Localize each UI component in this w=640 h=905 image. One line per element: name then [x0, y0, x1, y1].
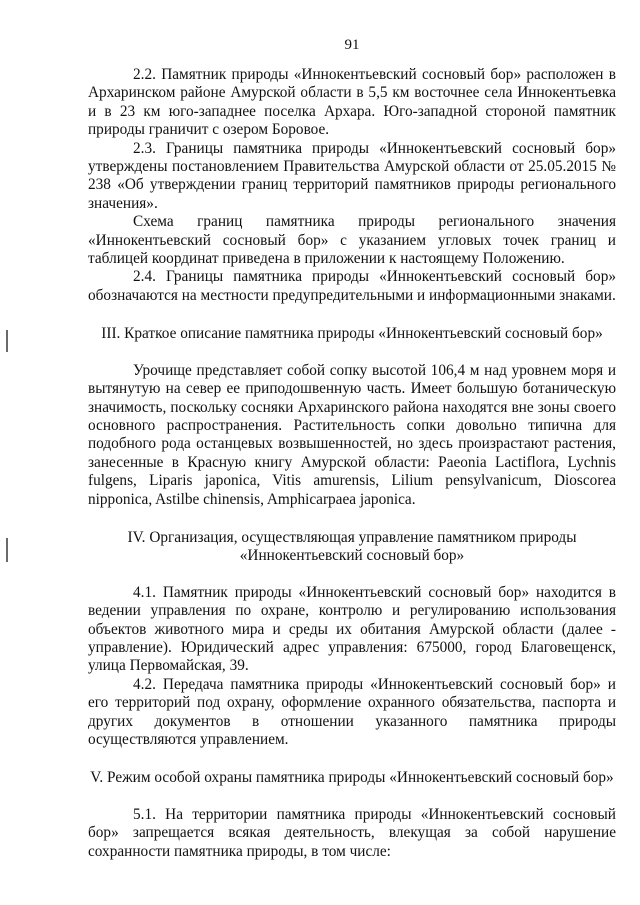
document-body [88, 66, 616, 861]
section-4-heading-line2: «Иннокентьевский сосновый бор» [239, 547, 465, 565]
scan-margin-mark [6, 330, 8, 352]
paragraph-2-3: 2.3. Границы памятника природы «Иннокентьевский сосновый бор» утверждены постановлением Правительства Амурской области от 25.05.2015 № 238 «Об утверждении границ территорий памятников природы регионального значения». [88, 139, 616, 212]
section-5-heading: V. Режим особой охраны памятника природы «Иннокентьевский сосновый бор» [90, 769, 614, 787]
section-4-heading-line1: IV. Организация, осуществляющая управление памятником природы [127, 528, 577, 546]
paragraph-3-description: Урочище представляет собой сопку высотой 106,4 м над уровнем моря и вытянутую на север ее приподошвенную часть. Имеет большую ботаническую значимость, поскольку сосняки Архаринского района находятся вне зоны своего основного распространения. Растительность сопки довольно типична для подобного рода останцевых возвышенностей, но здесь произрастают растения, занесенные в Красную книгу Амурской области: Paeonia Lactiflora, Lychnis fulgens, Liparis japonica, Vitis amurensis, Lilium pensylvanicum, Dioscorea nipponica, Astilbe chinensis, Amphicarpaea japonica. [88, 361, 616, 508]
paragraph-2-4: 2.4. Границы памятника природы «Иннокентьевский сосновый бор» обозначаются на местности предупредительными и информационными знаками. [88, 268, 616, 304]
page-number: 91 [344, 37, 360, 53]
paragraph-2-3-scheme: Схема границ памятника природы регионального значения «Иннокентьевский сосновый бор» с указанием угловых точек границ и таблицей координат приведена в приложении к настоящему Положению. [88, 213, 616, 268]
scan-margin-mark [6, 538, 8, 562]
paragraph-4-1: 4.1. Памятник природы «Иннокентьевский сосновый бор» находится в ведении управления по охране, контролю и регулированию использования объектов животного мира и среды их обитания Амурской области (далее - управление). Юридический адрес управления: 675000, город Благовещенск, улица Первомайская, 39. [88, 583, 616, 675]
section-3-heading: III. Краткое описание памятника природы «Иннокентьевский сосновый бор» [101, 325, 603, 343]
paragraph-2-2: 2.2. Памятник природы «Иннокентьевский сосновый бор» расположен в Архаринском районе Амурской области в 5,5 км восточнее села Иннокентьевка и в 23 км юго-западнее поселка Архара. Юго-западной стороной памятник природы граничит с озером Боровое. [88, 66, 616, 139]
paragraph-5-1: 5.1. На территории памятника природы «Иннокентьевский сосновый бор» запрещается всякая деятельность, влекущая за собой нарушение сохранности памятника природы, в том числе: [88, 805, 616, 860]
paragraph-4-2: 4.2. Передача памятника природы «Иннокентьевский сосновый бор» и его территорий под охрану, оформление охранного обязательства, паспорта и других документов в отношении указанного памятника природы осуществляются управлением. [88, 675, 616, 748]
